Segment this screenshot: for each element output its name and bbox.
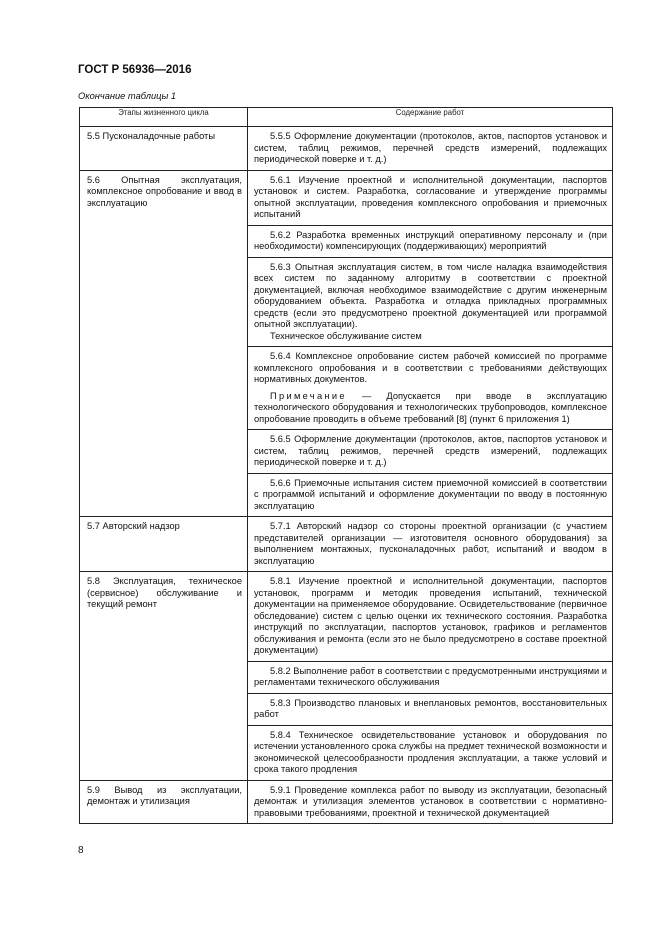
content-paragraph: 5.6.6 Приемочные испытания систем приемочной комиссией в соответствии с программой испытаний и оформление документации по вводу в постоянную эксплуатацию [254,477,607,511]
table-row [80,780,613,824]
content-paragraph: 5.8.1 Изучение проектной и исполнительной документации, паспортов установок, программ и методик проведения испытаний, технической документации на применяемое оборудование. Освидетельствование (первичное обследование) систем с целью оценки их технического состояния. Разработка инструкций по эксплуатации, паспортов установок, графиков и регламентов обслуживания и ремонта (если это не было предусмотрено в составе проектной документации) [254,576,607,655]
table-row [80,572,613,662]
column-header-stages: Этапы жизненного цикла [80,108,248,127]
note-paragraph [254,391,607,426]
content-cell [248,517,613,572]
content-paragraph: Техническое обслуживание систем [270,330,422,341]
note-text: — Допускается при вводе в эксплуатацию технологического оборудования и технологических трубопроводов, комплексное опробование проводить в объеме требований [8] (пункт 6 приложения 1) [254,390,607,424]
table-row [80,127,613,171]
table-row [80,170,613,225]
table-header-row [80,108,613,127]
stage-cell: 5.5 Пусконаладочные работы [80,127,248,171]
content-cell [248,693,613,725]
content-cell [248,725,613,780]
content-paragraph: 5.8.3 Производство плановых и внеплановых ремонтов, восстановительных работ [254,697,607,719]
content-paragraph: 5.5.5 Оформление документации (протоколов, актов, паспортов установок и систем, таблиц режимов, перечней средств измерений, подлежащих периодической поверке и т. д.) [254,131,607,164]
stage-cell: 5.7 Авторский надзор [80,517,248,572]
table-caption: Окончание таблицы 1 [78,91,177,101]
document-code: ГОСТ Р 56936—2016 [78,64,192,76]
table-body [80,127,613,824]
content-cell [248,661,613,693]
content-paragraph: 5.8.4 Техническое освидетельствование установок и оборудования по истечении установленного срока службы на предмет технической возможности и экономической целесообразности продления эксплуатации, а также условий и срока такого продления [254,729,607,774]
content-paragraph: 5.6.2 Разработка временных инструкций оперативному персоналу и (при необходимости) компенсирующих (поддерживающих) мероприятий [254,229,607,251]
content-cell [248,780,613,824]
content-paragraph: 5.7.1 Авторский надзор со стороны проектной организации (с участием представителей организации — изготовителя основного оборудования) за выполнением монтажных, пусконаладочных работ, испытаний и вводом в эксплуатацию [254,521,607,566]
stage-cell: 5.6 Опытная эксплуатация, комплексное опробование и ввод в эксплуатацию [80,170,248,517]
note-label: Примечание [270,390,347,401]
page-number: 8 [78,845,84,856]
content-paragraph: 5.6.3 Опытная эксплуатация систем, в том числе наладка взаимодействия всех систем по заданному алгоритму в соответствии с проектной документацией, включая необходимое взаимодействие с другим инженерным оборудованием объекта. Разработка и отладка прикладных программных средств (если это предусмотрено проектной документацией или программой опытной эксплуатации). [254,261,607,329]
content-cell [248,170,613,225]
stage-cell: 5.9 Вывод из эксплуатации, демонтаж и утилизация [80,780,248,824]
content-paragraph: 5.8.2 Выполнение работ в соответствии с предусмотренными инструкциями и регламентами технического обслуживания [254,665,607,687]
lifecycle-table [79,107,613,824]
stage-cell: 5.8 Эксплуатация, техническое (сервисное) обслуживание и текущий ремонт [80,572,248,781]
content-cell [248,430,613,474]
content-paragraph: 5.9.1 Проведение комплекса работ по выводу из эксплуатации, безопасный демонтаж и утилизация элементов установок в соответствии с нормативно-правовыми требованиями, проектной и технической документацией [254,784,607,818]
table-row [80,517,613,572]
content-paragraph: 5.6.1 Изучение проектной и исполнительной документации, паспортов установок и систем. Разработка, согласование и утверждение программы опытной эксплуатации, проведения комплексного опробования и приемочных испытаний [254,174,607,219]
content-cell [248,347,613,430]
content-cell [248,572,613,662]
content-paragraph: 5.6.4 Комплексное опробование систем рабочей комиссией по программе комплексного опробования и в соответствии с требованиями действующих нормативных документов. [254,351,607,384]
content-cell [248,257,613,347]
content-cell [248,225,613,257]
content-paragraph: 5.6.5 Оформление документации (протоколов, актов, паспортов установок и систем, таблиц режимов, перечней средств измерений, подлежащих периодической поверке и т. д.) [254,434,607,467]
column-header-content: Содержание работ [248,108,613,127]
content-cell [248,127,613,171]
content-cell [248,473,613,517]
